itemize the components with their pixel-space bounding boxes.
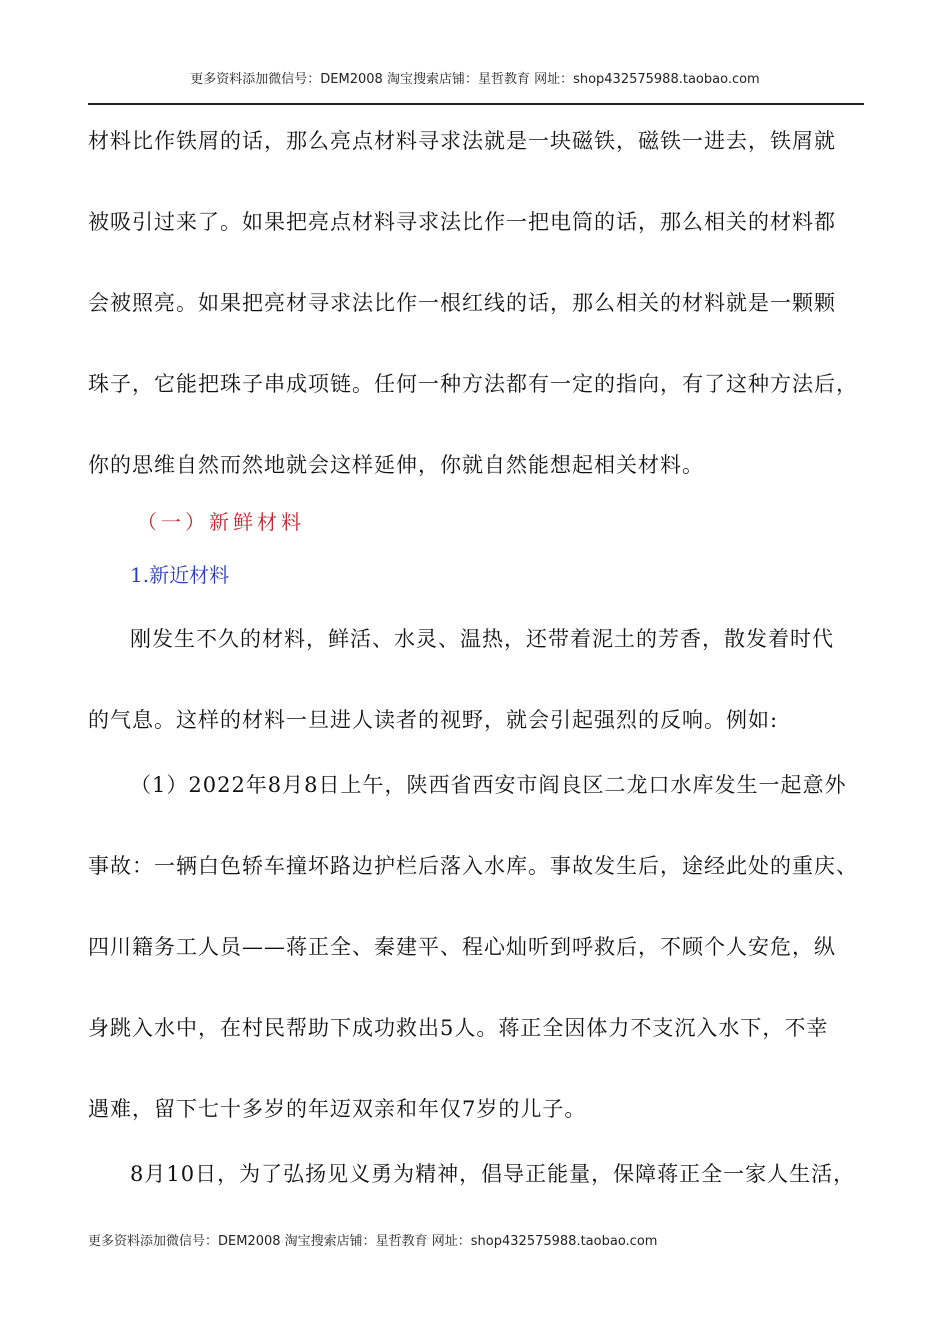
body-line-5: 你的思维自然而然地就会这样延伸，你就自然能想起相关材料。 [88, 453, 704, 477]
subsection-heading: 1.新近材料 [130, 563, 230, 587]
body-line-4: 珠子，它能把珠子串成项链。任何一种方法都有一定的指向，有了这种方法后， [88, 372, 858, 396]
para2-line-2: 的气息。这样的材料一旦进人读者的视野，就会引起强烈的反响。例如: [88, 708, 779, 732]
header-divider [88, 103, 864, 105]
para2-line-1: 刚发生不久的材料，鲜活、水灵、温热，还带着泥土的芳香，散发着时代 [130, 627, 834, 651]
para4-line-1: 8月10日，为了弘扬见义勇为精神，倡导正能量，保障蒋正全一家人生活， [130, 1162, 856, 1186]
para3-line-1: （1）2022年8月8日上午，陕西省西安市阎良区二龙口水库发生一起意外 [130, 773, 847, 797]
section-heading: （一）新鲜材料 [137, 510, 305, 534]
page-header: 更多资料添加微信号：DEM2008 淘宝搜索店铺：星哲教育 网址：shop432575988.taobao.com [190, 72, 760, 87]
body-line-2: 被吸引过来了。如果把亮点材料寻求法比作一把电筒的话，那么相关的材料都 [88, 210, 836, 234]
para3-line-5: 遇难，留下七十多岁的年迈双亲和年仅7岁的儿子。 [88, 1097, 587, 1121]
para3-line-3: 四川籍务工人员——蒋正全、秦建平、程心灿听到呼救后，不顾个人安危，纵 [88, 935, 836, 959]
para3-line-2: 事故：一辆白色轿车撞坏路边护栏后落入水库。事故发生后，途经此处的重庆、 [88, 854, 858, 878]
page-footer: 更多资料添加微信号：DEM2008 淘宝搜索店铺：星哲教育 网址：shop432575988.taobao.com [88, 1234, 658, 1249]
body-line-3: 会被照亮。如果把亮材寻求法比作一根红线的话，那么相关的材料就是一颗颗 [88, 291, 836, 315]
body-line-1: 材料比作铁屑的话，那么亮点材料寻求法就是一块磁铁，磁铁一进去，铁屑就 [88, 129, 836, 153]
para3-line-4: 身跳入水中，在村民帮助下成功救出5人。蒋正全因体力不支沉入水下，不幸 [88, 1016, 829, 1040]
